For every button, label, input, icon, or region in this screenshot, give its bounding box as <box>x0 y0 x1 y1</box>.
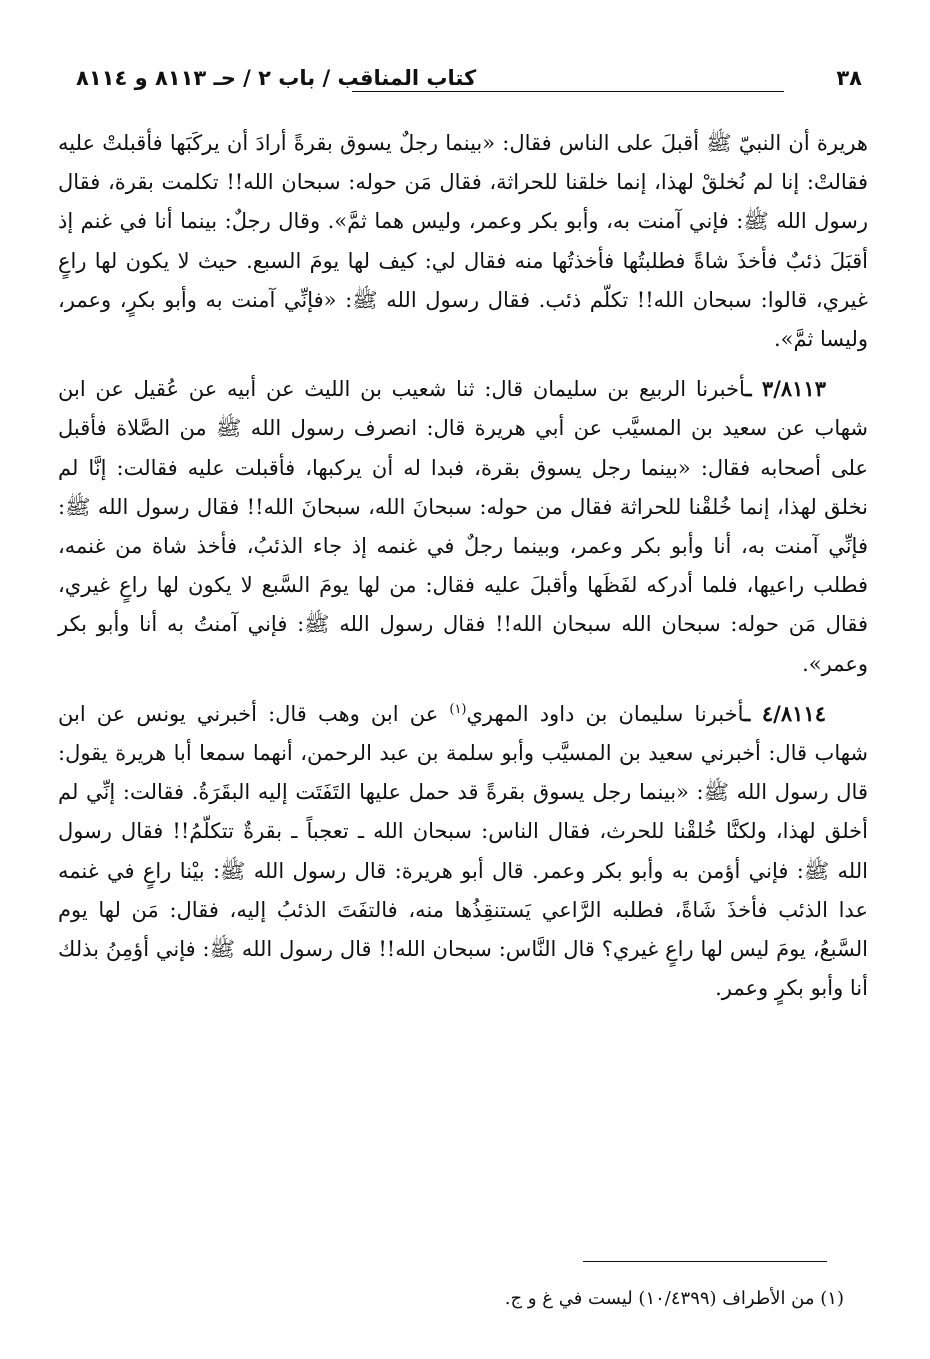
hadith-number: ٤/٨١١٤ ـ <box>743 700 826 726</box>
running-title: كتاب المناقب / باب ٢ / حـ ٨١١٣ و ٨١١٤ <box>76 66 477 90</box>
footnote <box>120 1284 844 1314</box>
footnote-text: من الأطراف (١٠/٤٣٩٩) ليست في غ و ج. <box>504 1288 815 1309</box>
hadith-8114 <box>58 694 868 1009</box>
page-header <box>76 62 862 102</box>
hadith-8113 <box>58 369 868 684</box>
header-rule <box>352 91 784 92</box>
paragraph-continuation <box>58 124 868 359</box>
text-body <box>58 124 868 1018</box>
footnote-reference: (١) <box>449 701 467 717</box>
paragraph-text: هريرة أن النبيّ ﷺ أقبلَ على الناس فقال: «بينما رجلٌ يسوق بقرةً أرادَ أن يركَبَها فأقبلتْ عليه فقالتْ: إنا لم نُخلقْ لهذا، إنما خلقنا للحراثة، فقال مَن حوله: سبحان الله!! تكلمت بقرة، فقال رسول الله ﷺ: فإني آمنت به، وأبو بكر وعمر، وليس هما ثمَّ». وقال رجلٌ: بينما أنا في غنم إذ أقبَلَ ذئبٌ فأخذَ شاةً فطلبتُها فأخذتُها منه فقال لي: كيف لها يومَ السبع. حيث لا يكون لها راعٍ غيري، قالوا: سبحان الله!! تكلّم ذئب. فقال رسول الله ﷺ: «فإنِّي آمنت به وأبو بكرٍ، وعمر، وليسا ثمَّ». <box>58 131 868 352</box>
hadith-number: ٣/٨١١٣ ـ <box>745 376 826 402</box>
footnote-rule <box>583 1261 827 1262</box>
page-number: ٣٨ <box>836 66 862 90</box>
paragraph-text: أخبرنا الربيع بن سليمان قال: ثنا شعيب بن الليث عن أبيه عن عُقيل عن ابن شهاب عن سعيد بن المسيَّب عن أبي هريرة قال: انصرف رسول الله ﷺ من الصَّلاة فأقبل على أصحابه فقال: «بينما رجل يسوق بقرة، فبدا له أن يركبها، فأقبلت عليه فقالت: إنَّا لم نخلق لهذا، إنما خُلقْنا للحراثة فقال من حوله: سبحانَ الله، سبحانَ الله!! فقال رسول الله ﷺ: فإنِّي آمنت به، أنا وأبو بكر وعمر، وبينما رجلٌ في غنمه إذ جاء الذئبُ، فأخذ شاة من غنمه، فطلب راعيها، فلما أدركه لفَظَها وأقبلَ عليه فقال: من لها يومَ السَّبع لا يكون لها راعٍ غيري، فقال مَن حوله: سبحان الله سبحان الله!! فقال رسول الله ﷺ: فإني آمنتُ به أنا وأبو بكر وعمر». <box>58 377 868 676</box>
footnote-marker: (١) <box>820 1288 844 1309</box>
paragraph-text-lead: أخبرنا سليمان بن داود المهري <box>466 701 744 726</box>
paragraph-text: عن ابن وهب قال: أخبرني يونس عن ابن شهاب قال: أخبرني سعيد بن المسيَّب وأبو سلمة بن عبد الرحمن، أنهما سمعا أبا هريرة يقول: قال رسول الله ﷺ: «بينما رجل يسوق بقرةً قد حمل عليها التَفَتَت إليه البقَرَةُ. فقالت: إنِّي لم أخلق لهذا، ولكنَّا خُلقْنا للحرث، فقال الناس: سبحان الله ـ تعجباً ـ بقرةٌ تتكلّمُ!! فقال رسول الله ﷺ: فإني أؤمن به وأبو بكر وعمر. قال أبو هريرة: قال رسول الله ﷺ: بيْنا راعٍ في غنمه عدا الذئب فأخذَ شَاةً، فطلبه الرَّاعي يَستنقِذُها منه، فالتفَتَ الذئبُ إليه، فقال: مَن لها يوم السَّبعُ، يومَ ليس لها راعٍ غيري؟ قال النَّاس: سبحان الله!! قال رسول الله ﷺ: فإني أؤمِنُ بذلك أنا وأبو بكرٍ وعمر. <box>58 701 868 1001</box>
